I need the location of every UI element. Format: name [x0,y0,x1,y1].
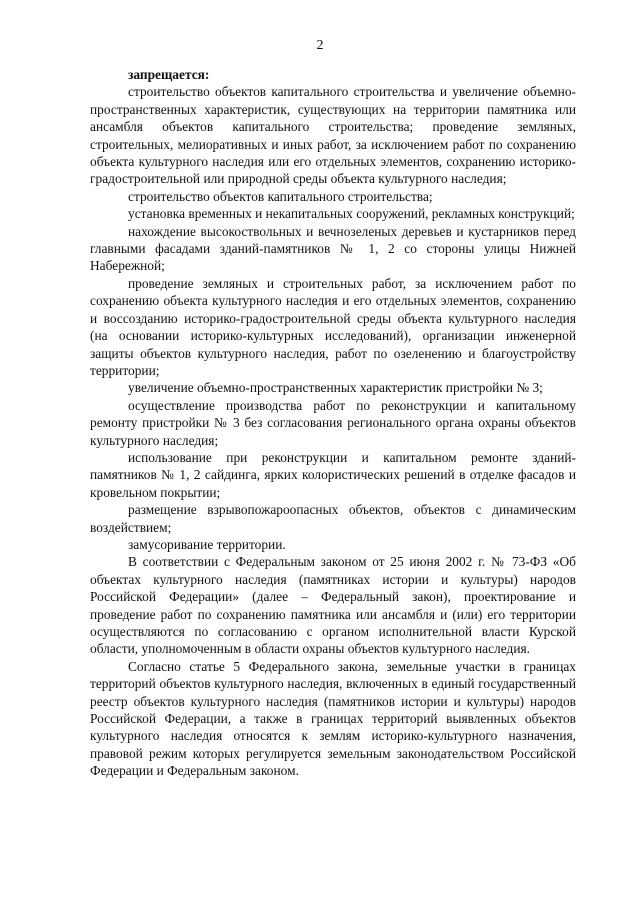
paragraph-capital-construction: строительство объектов капитального строительства; [128,188,433,204]
paragraph-trees: нахождение высокоствольных и вечнозеленых деревьев и кустарников перед главными фасадами зданий-памятников № 1, 2 со стороны улицы Нижней Набережной; [90,223,576,274]
paragraph-construction-restriction: строительство объектов капитального строительства и увеличение объемно-пространственных характеристик, существующих на территории памятника или ансамбля объектов капитального строительства; проведение земляных, строительных, мелиоративных и иных работ, за исключением работ по сохранению объекта культурного наследия или его отдельных элементов, сохранению историко-градостроительной или природной среды объекта культурного наследия; [90,84,576,187]
paragraph-article-5: Согласно статье 5 Федерального закона, земельные участки в границах территорий объектов культурного наследия, включенных в единый государственный реестр объектов культурного наследия (памятников истории и культуры) народов Российской Федерации, а также в границах территорий выявленных объектов культурного наследия относятся к землям историко-культурного назначения, правовой режим которых регулируется земельным законодательством Российской Федерации и Федеральным законом. [90,658,576,779]
paragraph-earthworks: проведение земляных и строительных работ, за исключением работ по сохранению объекта культурного наследия и его отдельных элементов, сохранению и воссозданию историко-градостроительной среды объекта культурного наследия (на основании историко-культурных исследований), организации инженерной защиты объектов культурного наследия, работ по озеленению и благоустройству территории; [90,275,576,378]
page-number: 2 [316,38,324,53]
paragraph-annex-volume: увеличение объемно-пространственных характеристик пристройки № 3; [128,380,543,396]
paragraph-federal-law: В соответствии с Федеральным законом от 25 июня 2002 г. № 73-ФЗ «Об объектах культурного наследия (памятниках истории и культуры) народов Российской Федерации» (далее – Федеральный закон), проектирование и проведение работ по сохранению памятника или ансамбля и (или) его территории осуществляются по согласованию с органом исполнительной власти Курской области, уполномоченным в области охраны объектов культурного наследия. [90,554,576,657]
paragraph-littering: замусоривание территории. [128,536,286,552]
paragraph-hazardous-objects: размещение взрывопожароопасных объектов, объектов с динамическим воздействием; [90,502,576,535]
paragraph-temporary-structures: установка временных и некапитальных сооружений, рекламных конструкций; [128,206,575,222]
paragraph-annex-repair: осуществление производства работ по реконструкции и капитальному ремонту пристройки № 3 без согласования регионального органа охраны объектов культурного наследия; [90,397,576,448]
document-body [90,66,576,780]
section-heading: запрещается: [128,67,210,82]
paragraph-siding: использование при реконструкции и капитальном ремонте зданий-памятников № 1, 2 сайдинга, ярких колористических решений в отделке фасадов и кровельном покрытии; [90,449,576,500]
